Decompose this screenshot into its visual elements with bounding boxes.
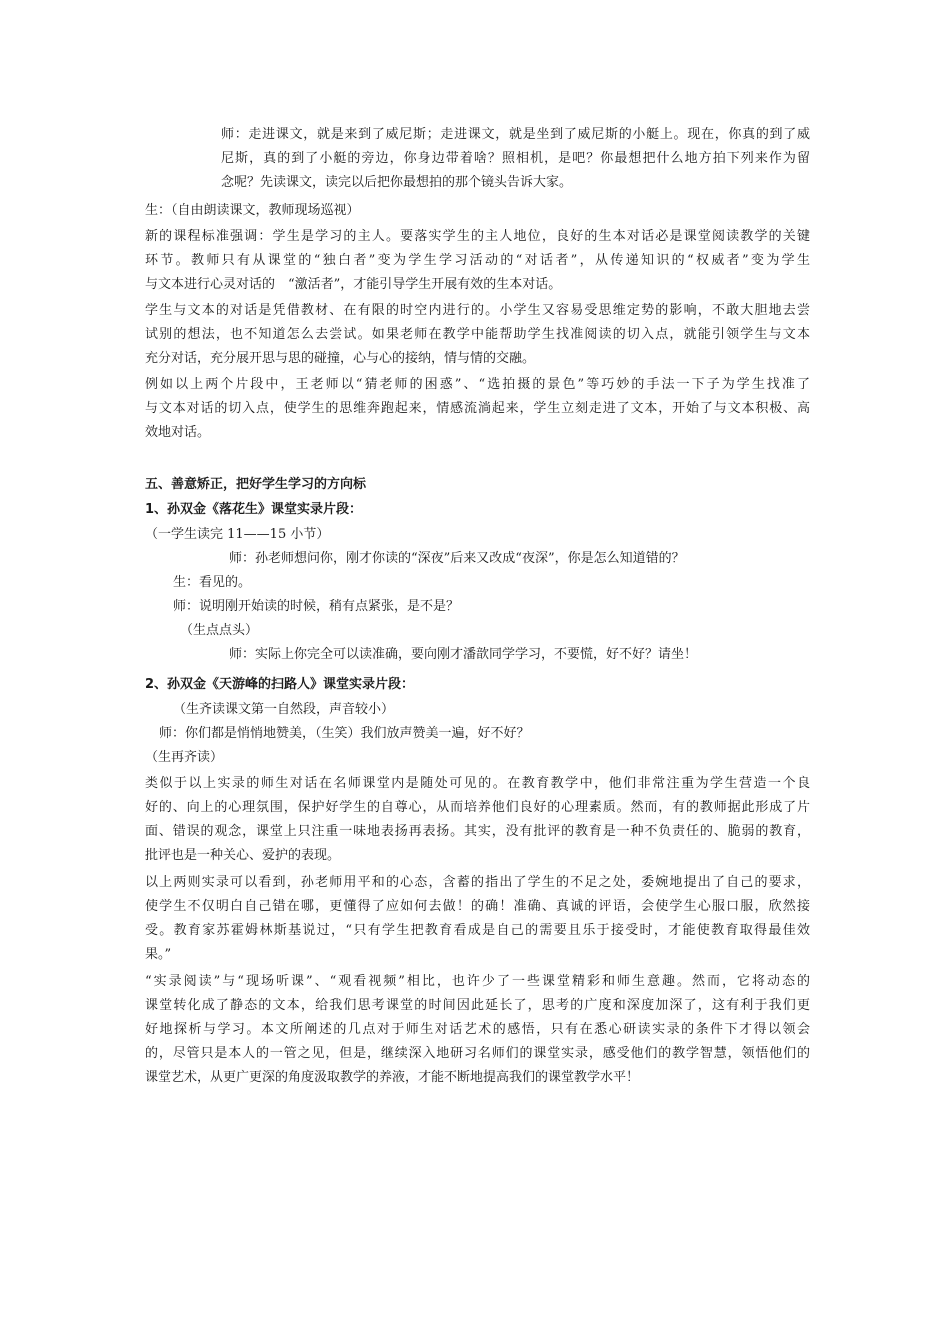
paragraph-curriculum	[145, 225, 810, 297]
text-line: 类似于以上实录的师生对话在名师课堂内是随处可见的。在教育教学中，他们非常注重为学生营造一个良	[145, 776, 810, 791]
paragraph-example	[145, 373, 810, 445]
text-line: 课堂艺术，从更广更深的角度汲取教学的养液，才能不断地提高我们的课堂教学水平！	[145, 1070, 640, 1085]
dialogue-line: （一学生读完 11——15 小节）	[145, 527, 330, 542]
text-line: 试别的想法，也不知道怎么去尝试。如果老师在教学中能帮助学生找准阅读的切入点，就能引领学生与文本	[145, 327, 810, 342]
text-line: 与文本对话的切入点，使学生的思维奔跑起来，情感流淌起来，学生立刻走进了文本，开始了与文本积极、高	[145, 401, 810, 416]
text-line: 充分对话，充分展开思与思的碰撞，心与心的接纳，情与情的交融。	[145, 351, 536, 366]
dialogue-line: 师：说明刚开始读的时候，稍有点紧张，是不是？	[173, 599, 460, 614]
dialogue-line: 师：孙老师想问你，刚才你读的“深夜”后来又改成“夜深”，你是怎么知道错的？	[229, 551, 685, 566]
text-line: 面、错误的观念，课堂上只注重一味地表扬再表扬。其实，没有批评的教育是一种不负责任的、脆弱的教育，	[145, 824, 810, 839]
case2-heading	[145, 673, 810, 697]
text-line: 与文本进行心灵对话的 “激活者”，才能引导学生开展有效的生本对话。	[145, 277, 562, 292]
case2-dialogue	[145, 698, 810, 770]
paragraph-conclusion	[145, 970, 810, 1090]
text-line: 学生与文本的对话是凭借教材、在有限的时空内进行的。小学生又容易受思维定势的影响，不敢大胆地去尝	[145, 303, 810, 318]
dialogue-line: 师：你们都是悄悄地赞美，（生笑）我们放声赞美一遍，好不好？	[159, 726, 530, 741]
case1-heading	[145, 498, 810, 522]
case-title: 1、孙双金《落花生》课堂实录片段：	[145, 502, 363, 517]
student-note	[145, 199, 810, 223]
text-line: 使学生不仅明白自己错在哪，更懂得了应如何去做！的确！准确、真诚的评语，会使学生心服口服，欣然接	[145, 899, 810, 914]
paragraph-praise	[145, 772, 810, 868]
dialogue-line: （生再齐读）	[145, 750, 224, 765]
text-line: 以上两则实录可以看到，孙老师用平和的心态，含蓄的指出了学生的不足之处，委婉地提出了自己的要求，	[145, 875, 810, 890]
text-line: 例如以上两个片段中，王老师以“猜老师的困惑”、“选拍摄的景色”等巧妙的手法一下子为学生找准了	[145, 377, 810, 392]
dialogue-line: （生齐读课文第一自然段，声音较小）	[173, 702, 395, 717]
text-line: 环节。教师只有从课堂的“独白者”变为学生学习活动的“对话者”，从传递知识的“权威者”变为学生	[145, 253, 810, 268]
section-heading	[145, 473, 810, 497]
text-line: 好的、向上的心理氛围，保护好学生的自尊心，从而培养他们良好的心理素质。然而，有的教师据此形成了片	[145, 800, 810, 815]
text-line: 批评也是一种关心、爱护的表现。	[145, 848, 341, 863]
text-line: 课堂转化成了静态的文本，给我们思考课堂的时间因此延长了，思考的广度和深度加深了，这有利于我们更	[145, 998, 810, 1013]
text-line: 念呢？先读课文，读完以后把你最想拍的那个镜头告诉大家。	[221, 175, 573, 190]
text-line: “实录阅读”与“现场听课”、“观看视频”相比，也许少了一些课堂精彩和师生意趣。然而，它将动态的	[145, 974, 810, 989]
dialogue-line: 师：实际上你完全可以读准确，要向刚才潘歆同学学习，不要慌，好不好？请坐！	[229, 647, 698, 662]
dialogue-line: （生点点头）	[180, 623, 259, 638]
text-line: 师：走进课文，就是来到了威尼斯；走进课文，就是坐到了威尼斯的小艇上。现在，你真的到了威	[221, 127, 810, 142]
case1-dialogue	[145, 523, 810, 667]
paragraph-correction	[145, 871, 810, 967]
text-line: 的，尽管只是本人的一管之见，但是，继续深入地研习名师们的课堂实录，感受他们的教学智慧，领悟他们的	[145, 1046, 810, 1061]
text-line: 好地探析与学习。本文所阐述的几点对于师生对话艺术的感悟，只有在悉心研读实录的条件下才得以领会	[145, 1022, 810, 1037]
text-line: 果。”	[145, 947, 172, 962]
text-line: 效地对话。	[145, 425, 211, 440]
text-line: 受。教育家苏霍姆林斯基说过，“只有学生把教育看成是自己的需要且乐于接受时，才能使教育取得最佳效	[145, 923, 810, 938]
paragraph-student-text-dialogue	[145, 299, 810, 371]
teacher-dialogue-paragraph	[221, 123, 810, 195]
text-line: 新的课程标准强调：学生是学习的主人。要落实学生的主人地位，良好的生本对话必是课堂阅读教学的关键	[145, 229, 810, 244]
case-title: 2、孙双金《天游峰的扫路人》课堂实录片段：	[145, 677, 415, 692]
text-line: 尼斯，真的到了小艇的旁边，你身边带着啥？照相机，是吧？你最想把什么地方拍下列来作为留	[221, 151, 810, 166]
text-line: 生：（自由朗读课文，教师现场巡视）	[145, 203, 360, 218]
section-title: 五、善意矫正，把好学生学习的方向标	[145, 477, 367, 492]
dialogue-line: 生：看见的。	[173, 575, 252, 590]
